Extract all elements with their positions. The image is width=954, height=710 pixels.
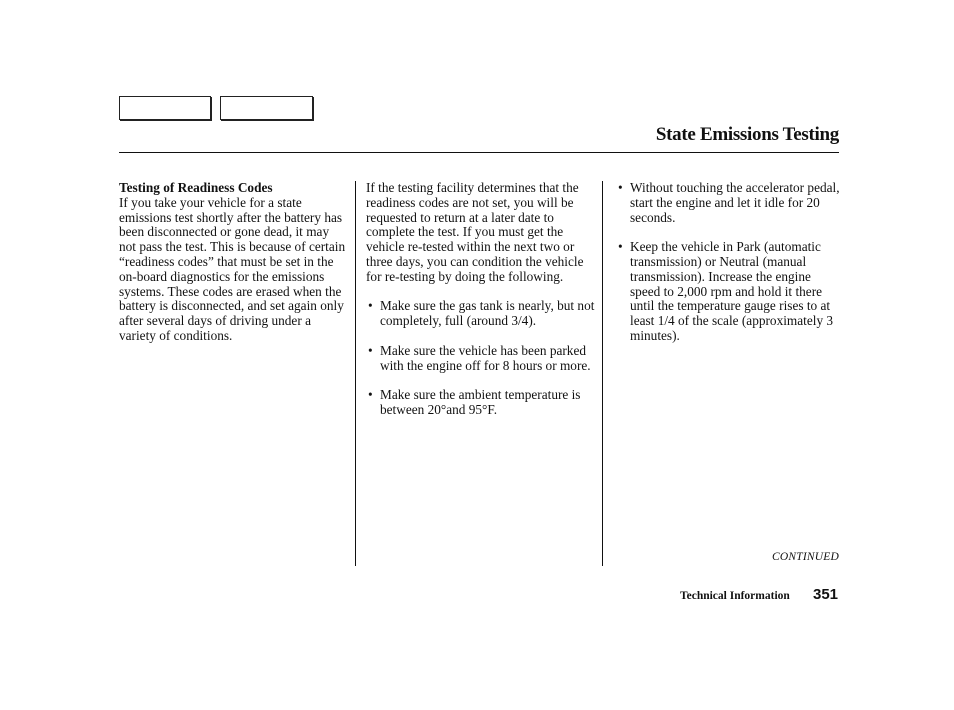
list-item-text: Keep the vehicle in Park (automatic transmission) or Neutral (manual transmission). Increase the engine speed to 2,000 rpm and hold it there until the temperature gauge rises to at least 1/4 of the scale (approximately 3 minutes). <box>630 239 834 343</box>
column-left <box>119 181 347 344</box>
list-item-text: Make sure the gas tank is nearly, but not completely, full (around 3/4). <box>380 298 595 329</box>
continued-label: CONTINUED <box>772 551 839 563</box>
column-middle <box>366 181 596 418</box>
bullet-icon: • <box>618 180 623 195</box>
list-item <box>366 344 596 374</box>
nav-next-button[interactable] <box>220 96 313 120</box>
column-right <box>616 181 844 344</box>
paragraph: If you take your vehicle for a state emissions test shortly after the battery has been disconnected or gone dead, it may not pass the test. This is because of certain “readiness codes” that must be set in the on-board diagnostics for the emissions systems. These codes are erased when the battery is disconnected, and set again only after several days of driving under a variety of conditions. <box>119 194 346 343</box>
subheading: Testing of Readiness Codes <box>119 180 273 195</box>
nav-previous-button[interactable] <box>119 96 211 120</box>
column-divider <box>602 181 603 566</box>
column-divider <box>355 181 356 566</box>
paragraph: If the testing facility determines that the readiness codes are not set, you will be requested to return at a later date to complete the test. If you must get the vehicle re-tested within the next two or three days, you can condition the vehicle for re-testing by doing the following. <box>366 180 584 284</box>
list-item <box>616 240 844 344</box>
list-item <box>366 388 596 418</box>
list-item <box>616 181 844 225</box>
list-item <box>366 299 596 329</box>
bullet-icon: • <box>368 387 373 403</box>
list-item-text: Without touching the accelerator pedal, start the engine and let it idle for 20 seconds. <box>630 180 840 225</box>
page-title: State Emissions Testing <box>655 124 839 145</box>
list-item-text: Make sure the ambient temperature is between 20°and 95°F. <box>380 387 581 417</box>
section-label: Technical Information <box>680 590 790 602</box>
bullet-icon: • <box>368 342 373 358</box>
page-number: 351 <box>813 586 839 603</box>
bullet-icon: • <box>368 298 373 314</box>
title-rule <box>119 152 839 153</box>
bullet-icon: • <box>618 239 623 255</box>
list-item-text: Make sure the vehicle has been parked with the engine off for 8 hours or more. <box>380 342 591 373</box>
